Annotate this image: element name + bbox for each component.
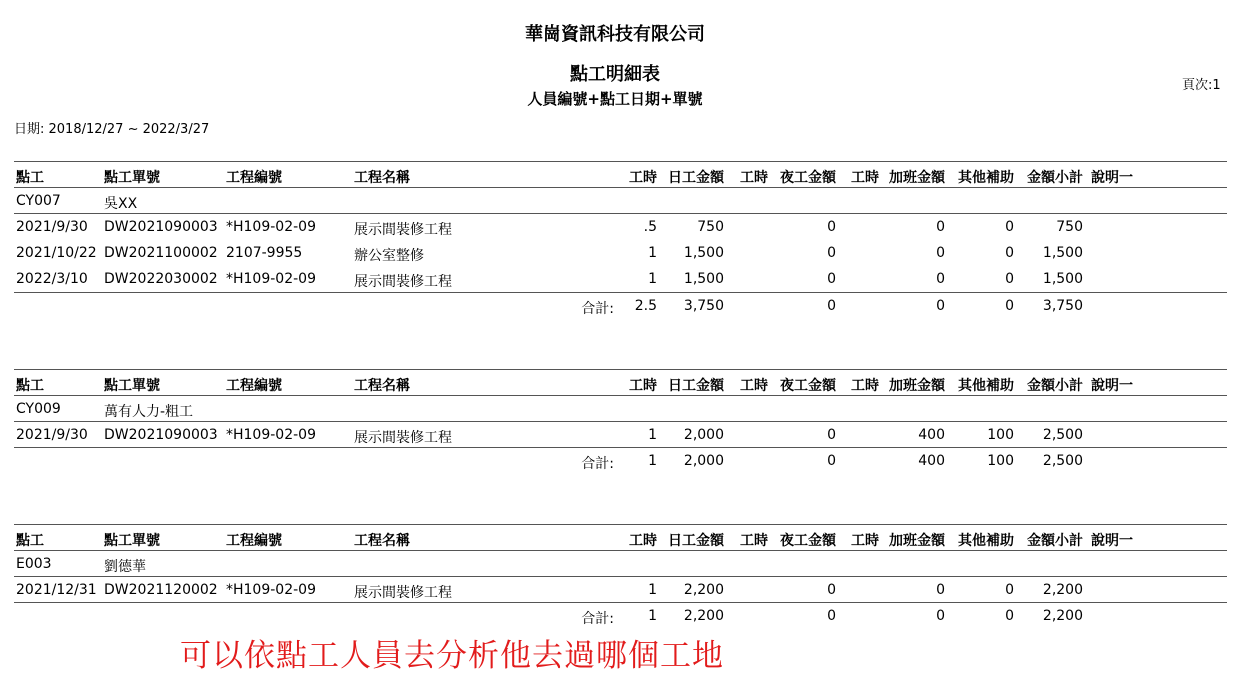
- col-day-amount: 日工金額: [668, 533, 724, 549]
- col-overtime-amount: 加班金額: [889, 533, 945, 549]
- total-day-amount: 2,000: [683, 453, 724, 469]
- cell-doc-no: DW2022030002: [104, 271, 218, 287]
- cell-proj-name: 展示間裝修工程: [354, 585, 452, 601]
- cell-date: 2021/10/22: [16, 245, 97, 261]
- col-hours: 工時: [851, 170, 879, 186]
- cell-hours: 1: [648, 271, 657, 287]
- cell-overtime-amount: 0: [936, 245, 945, 261]
- cell-day-amount: 1,500: [683, 271, 724, 287]
- cell-day-amount: 1,500: [683, 245, 724, 261]
- cell-subtotal: 750: [1056, 219, 1083, 235]
- total-other-allowance: 0: [1005, 608, 1014, 624]
- company-name: 華崗資訊科技有限公司: [525, 24, 705, 45]
- col-other-allowance: 其他補助: [958, 378, 1014, 394]
- table-row: [0, 577, 1250, 603]
- total-night-amount: 0: [827, 298, 836, 314]
- cell-overtime-amount: 0: [936, 582, 945, 598]
- cell-day-amount: 750: [697, 219, 724, 235]
- total-other-allowance: 100: [987, 453, 1014, 469]
- col-description: 說明一: [1091, 533, 1133, 549]
- worker-row: [0, 188, 1250, 214]
- col-subtotal: 金額小計: [1027, 170, 1083, 186]
- table-header: [0, 370, 1250, 396]
- cell-overtime-amount: 0: [936, 271, 945, 287]
- col-hours: 工時: [851, 378, 879, 394]
- total-row: [0, 448, 1250, 474]
- table-row: [0, 422, 1250, 448]
- cell-proj-code: 2107-9955: [226, 245, 303, 261]
- col-day-amount: 日工金額: [668, 170, 724, 186]
- cell-overtime-amount: 400: [918, 427, 945, 443]
- col-proj-name: 工程名稱: [354, 170, 410, 186]
- col-proj-code: 工程編號: [226, 533, 282, 549]
- cell-night-amount: 0: [827, 582, 836, 598]
- col-proj-code: 工程編號: [226, 378, 282, 394]
- col-worker: 點工: [16, 378, 44, 394]
- col-doc-no: 點工單號: [104, 170, 160, 186]
- report-subtitle: 人員編號+點工日期+單號: [527, 90, 703, 108]
- cell-date: 2021/9/30: [16, 427, 88, 443]
- col-day-amount: 日工金額: [668, 378, 724, 394]
- cell-other-allowance: 100: [987, 427, 1014, 443]
- col-proj-code: 工程編號: [226, 170, 282, 186]
- table-row: [0, 240, 1250, 266]
- col-hours: 工時: [740, 170, 768, 186]
- worker-row: [0, 396, 1250, 422]
- cell-hours: 1: [648, 427, 657, 443]
- col-doc-no: 點工單號: [104, 378, 160, 394]
- cell-night-amount: 0: [827, 427, 836, 443]
- cell-night-amount: 0: [827, 245, 836, 261]
- cell-overtime-amount: 0: [936, 219, 945, 235]
- table-row: [0, 214, 1250, 240]
- report-title: 點工明細表: [570, 64, 660, 85]
- total-overtime-amount: 0: [936, 298, 945, 314]
- cell-proj-name: 展示間裝修工程: [354, 430, 452, 446]
- page-number: 頁次:1: [1182, 78, 1221, 93]
- cell-doc-no: DW2021120002: [104, 582, 218, 598]
- col-other-allowance: 其他補助: [958, 533, 1014, 549]
- total-label: 合計:: [581, 611, 614, 627]
- worker-name: 萬有人力-粗工: [104, 404, 194, 420]
- total-subtotal: 2,500: [1042, 453, 1083, 469]
- table-row: [0, 266, 1250, 292]
- cell-proj-code: *H109-02-09: [226, 271, 316, 287]
- cell-proj-name: 展示間裝修工程: [354, 222, 452, 238]
- total-night-amount: 0: [827, 453, 836, 469]
- cell-other-allowance: 0: [1005, 245, 1014, 261]
- cell-doc-no: DW2021100002: [104, 245, 218, 261]
- total-hours: 1: [648, 608, 657, 624]
- cell-other-allowance: 0: [1005, 219, 1014, 235]
- col-hours: 工時: [629, 170, 657, 186]
- col-hours: 工時: [740, 533, 768, 549]
- cell-subtotal: 2,500: [1042, 427, 1083, 443]
- cell-date: 2021/9/30: [16, 219, 88, 235]
- col-hours: 工時: [629, 378, 657, 394]
- total-subtotal: 2,200: [1042, 608, 1083, 624]
- cell-hours: .5: [643, 219, 657, 235]
- annotation-text: 可以依點工人員去分析他去過哪個工地: [180, 638, 724, 674]
- total-overtime-amount: 400: [918, 453, 945, 469]
- total-row: [0, 293, 1250, 319]
- total-label: 合計:: [581, 301, 614, 317]
- cell-proj-code: *H109-02-09: [226, 582, 316, 598]
- col-night-amount: 夜工金額: [780, 533, 836, 549]
- col-hours: 工時: [851, 533, 879, 549]
- col-worker: 點工: [16, 533, 44, 549]
- total-day-amount: 3,750: [683, 298, 724, 314]
- col-hours: 工時: [740, 378, 768, 394]
- col-night-amount: 夜工金額: [780, 378, 836, 394]
- total-other-allowance: 0: [1005, 298, 1014, 314]
- date-range: 日期: 2018/12/27 ~ 2022/3/27: [14, 122, 210, 137]
- col-description: 說明一: [1091, 378, 1133, 394]
- col-other-allowance: 其他補助: [958, 170, 1014, 186]
- cell-subtotal: 1,500: [1042, 245, 1083, 261]
- worker-name: 劉德華: [104, 559, 146, 575]
- worker-code: E003: [16, 556, 52, 572]
- cell-night-amount: 0: [827, 271, 836, 287]
- cell-hours: 1: [648, 582, 657, 598]
- col-hours: 工時: [629, 533, 657, 549]
- cell-subtotal: 1,500: [1042, 271, 1083, 287]
- worker-row: [0, 551, 1250, 577]
- cell-proj-name: 展示間裝修工程: [354, 274, 452, 290]
- cell-doc-no: DW2021090003: [104, 427, 218, 443]
- total-overtime-amount: 0: [936, 608, 945, 624]
- worker-name: 吳XX: [104, 196, 138, 212]
- col-worker: 點工: [16, 170, 44, 186]
- col-overtime-amount: 加班金額: [889, 378, 945, 394]
- worker-code: CY007: [16, 193, 61, 209]
- cell-subtotal: 2,200: [1042, 582, 1083, 598]
- cell-proj-name: 辦公室整修: [354, 248, 424, 264]
- table-header: [0, 162, 1250, 188]
- total-hours: 1: [648, 453, 657, 469]
- col-subtotal: 金額小計: [1027, 378, 1083, 394]
- col-subtotal: 金額小計: [1027, 533, 1083, 549]
- cell-day-amount: 2,000: [683, 427, 724, 443]
- worker-code: CY009: [16, 401, 61, 417]
- col-proj-name: 工程名稱: [354, 378, 410, 394]
- cell-date: 2022/3/10: [16, 271, 88, 287]
- col-proj-name: 工程名稱: [354, 533, 410, 549]
- cell-day-amount: 2,200: [683, 582, 724, 598]
- col-doc-no: 點工單號: [104, 533, 160, 549]
- cell-other-allowance: 0: [1005, 582, 1014, 598]
- cell-proj-code: *H109-02-09: [226, 219, 316, 235]
- cell-night-amount: 0: [827, 219, 836, 235]
- cell-hours: 1: [648, 245, 657, 261]
- col-overtime-amount: 加班金額: [889, 170, 945, 186]
- total-night-amount: 0: [827, 608, 836, 624]
- total-row: [0, 603, 1250, 629]
- total-day-amount: 2,200: [683, 608, 724, 624]
- col-description: 說明一: [1091, 170, 1133, 186]
- cell-doc-no: DW2021090003: [104, 219, 218, 235]
- total-subtotal: 3,750: [1042, 298, 1083, 314]
- col-night-amount: 夜工金額: [780, 170, 836, 186]
- table-header: [0, 525, 1250, 551]
- cell-date: 2021/12/31: [16, 582, 97, 598]
- cell-proj-code: *H109-02-09: [226, 427, 316, 443]
- total-hours: 2.5: [634, 298, 657, 314]
- cell-other-allowance: 0: [1005, 271, 1014, 287]
- total-label: 合計:: [581, 456, 614, 472]
